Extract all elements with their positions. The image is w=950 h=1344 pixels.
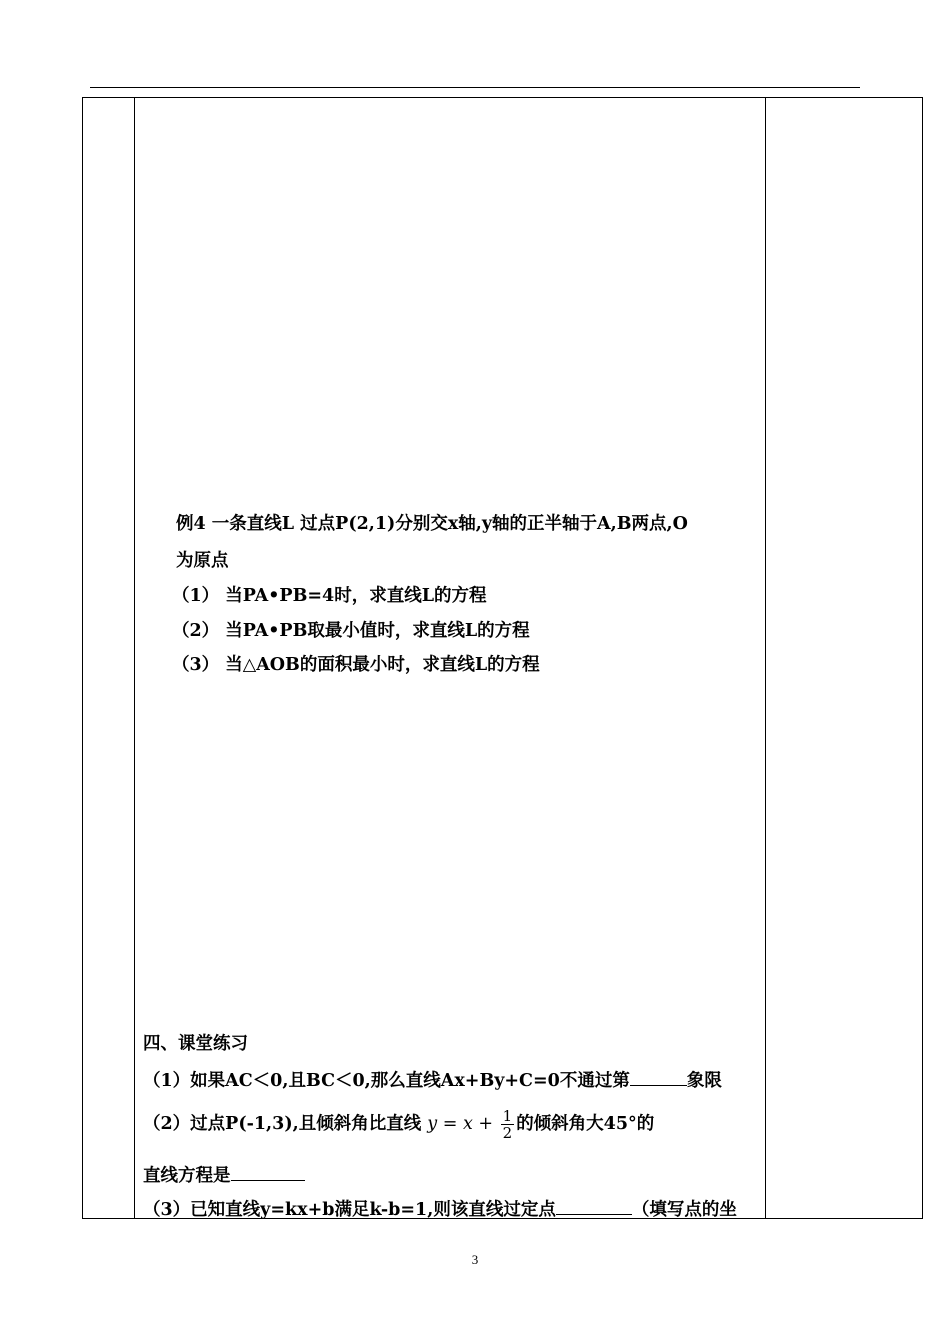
practice-item-2-suffix: 的倾斜角大45°的 <box>516 1114 655 1134</box>
answer-blank-3[interactable] <box>556 1196 632 1215</box>
practice-item-1 <box>143 1067 722 1093</box>
practice-item-3-text: （3）已知直线y=kx+b满足k-b=1,则该直线过定点 <box>143 1200 556 1220</box>
equation-fraction <box>501 1108 515 1141</box>
fraction-numerator: 1 <box>502 1107 513 1125</box>
column-divider-right <box>765 98 766 1218</box>
practice-item-2-prefix: （2）过点P(-1,3),且倾斜角比直线 <box>143 1114 422 1134</box>
example4-line2: 为原点 <box>176 551 229 571</box>
example4-question-1: （1） 当PA•PB=4时，求直线L的方程 <box>172 586 487 606</box>
example4-question-2: （2） 当PA•PB取最小值时，求直线L的方程 <box>172 621 530 641</box>
example4-question-3: （3） 当△AOB的面积最小时，求直线L的方程 <box>172 655 540 675</box>
practice-item-2-line2-text: 直线方程是 <box>143 1166 231 1186</box>
page-number: 3 <box>471 1252 479 1267</box>
practice-item-1-suffix: 象限 <box>686 1071 722 1091</box>
answer-blank-2[interactable] <box>231 1162 305 1181</box>
answer-blank-1[interactable] <box>630 1067 687 1086</box>
practice-item-2-line2 <box>143 1162 305 1188</box>
fraction-denominator: 2 <box>502 1124 513 1142</box>
equation-y: y <box>427 1114 438 1134</box>
header-rule <box>90 87 860 88</box>
equation-mid: = x + <box>437 1114 499 1134</box>
practice-item-3-suffix: （填写点的坐 <box>631 1200 737 1220</box>
example4-line1: 例4 一条直线L 过点P(2,1)分别交x轴,y轴的正半轴于A,B两点,O <box>176 514 688 534</box>
practice-item-2 <box>143 1102 654 1146</box>
practice-item-1-text: （1）如果AC＜0,且BC＜0,那么直线Ax+By+C=0不通过第 <box>143 1071 630 1091</box>
practice-item-3 <box>143 1196 737 1222</box>
practice-heading: 四、课堂练习 <box>143 1034 248 1054</box>
column-divider-left <box>134 98 135 1218</box>
